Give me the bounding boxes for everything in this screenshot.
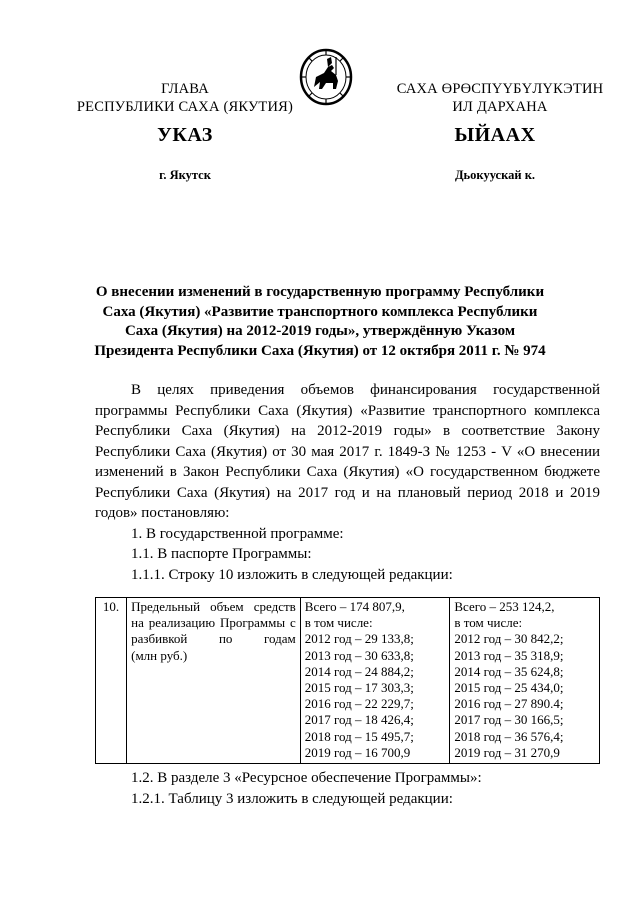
preamble-line: Республики Саха (Якутия) от 30 мая 2017 г. 1849-З № 1253 - V «О внесении xyxy=(95,443,600,460)
program-row-table xyxy=(95,597,600,764)
preamble-line: Республики Саха (Якутия) на 2017 год и на плановый период 2018 и 2019 xyxy=(95,484,600,501)
doc-type-right: ЫЙААХ xyxy=(454,124,536,146)
new-year-value: 2015 год – 25 434,0; xyxy=(454,680,564,696)
preamble-line: Республики Саха (Якутия) на 2012-2019 годы» в соответствие Закону xyxy=(95,423,600,439)
new-year-value: 2012 год – 30 842,2; xyxy=(454,631,564,647)
new-year-value: 2016 год – 27 890.4; xyxy=(454,696,564,712)
desc-line: (млн руб.) xyxy=(131,647,188,663)
desc-line: разбивкой по годам xyxy=(131,631,296,647)
new-values-cell xyxy=(450,598,600,764)
item-1: 1. В государственной программе: xyxy=(131,525,344,542)
preamble-line: В целях приведения объемов финансирования государственной xyxy=(131,382,600,398)
new-subtitle: в том числе: xyxy=(454,615,523,631)
preamble-line: изменений в Закон Республики Саха (Якутия) «О государственном бюджете xyxy=(95,464,600,480)
old-year-value: 2018 год – 15 495,7; xyxy=(304,728,414,744)
new-year-value: 2019 год – 31 270,9 xyxy=(454,744,560,760)
document-title xyxy=(60,283,580,361)
new-year-value: 2018 год – 36 576,4; xyxy=(454,728,564,744)
old-year-value: 2013 год – 30 633,8; xyxy=(304,647,414,663)
old-values-cell xyxy=(300,598,450,764)
preamble-line: программы Республики Саха (Якутия) «Развитие транспортного комплекса xyxy=(95,402,600,419)
old-year-value: 2019 год – 16 700,9 xyxy=(304,744,411,760)
old-total: Всего – 174 807,9, xyxy=(304,599,405,614)
city-right: Дьокуускай к. xyxy=(454,168,536,182)
header-right xyxy=(385,80,615,116)
row-description xyxy=(127,598,301,764)
item-1-2-1: 1.2.1. Таблицу 3 изложить в следующей редакции: xyxy=(131,790,453,807)
left-head-subtitle: РЕСПУБЛИКИ САХА (ЯКУТИЯ) xyxy=(76,99,294,115)
item-1-2: 1.2. В разделе 3 «Ресурсное обеспечение Программы»: xyxy=(131,770,482,786)
new-year-value: 2017 год – 30 166,5; xyxy=(454,712,564,728)
old-year-value: 2016 год – 22 229,7; xyxy=(304,696,414,712)
old-year-value: 2017 год – 18 426,4; xyxy=(304,712,414,728)
desc-line: Предельный объем средств xyxy=(131,599,296,614)
right-head-title: САХА ӨРӨСПҮҮБҮЛҮКЭТИН xyxy=(396,81,604,97)
old-subtitle: в том числе: xyxy=(304,615,373,631)
new-year-value: 2014 год – 35 624,8; xyxy=(454,663,564,679)
header-left xyxy=(70,80,300,116)
title-line: Президента Республики Саха (Якутия) от 12 октября 2011 г. № 974 xyxy=(94,342,546,359)
old-year-value: 2014 год – 24 884,2; xyxy=(304,663,414,679)
left-head-title: ГЛАВА xyxy=(161,81,209,97)
new-total: Всего – 253 124,2, xyxy=(454,599,555,614)
city-left: г. Якутск xyxy=(159,168,211,182)
coat-of-arms-emblem xyxy=(298,47,354,107)
table-row xyxy=(96,598,600,764)
title-line: Саха (Якутия) на 2012-2019 годы», утверждённую Указом xyxy=(124,323,516,339)
preamble-line: годов» постановляю: xyxy=(95,505,230,521)
old-year-value: 2012 год – 29 133,8; xyxy=(304,631,414,647)
item-1-1-1: 1.1.1. Строку 10 изложить в следующей редакции: xyxy=(131,566,453,583)
title-line: Саха (Якутия) «Развитие транспортного комплекса Республики xyxy=(102,303,538,320)
old-year-value: 2015 год – 17 303,3; xyxy=(304,680,414,696)
title-line: О внесении изменений в государственную программу Республики xyxy=(95,284,545,300)
preamble-paragraph xyxy=(95,380,600,585)
desc-line: на реализацию Программы с xyxy=(131,615,296,631)
section-items xyxy=(95,768,600,809)
doc-type-left: УКАЗ xyxy=(157,124,213,146)
new-year-value: 2013 год – 35 318,9; xyxy=(454,647,564,663)
item-1-1: 1.1. В паспорте Программы: xyxy=(131,546,312,562)
right-head-subtitle: ИЛ ДАРХАНА xyxy=(452,99,548,115)
row-number: 10. xyxy=(96,598,127,764)
